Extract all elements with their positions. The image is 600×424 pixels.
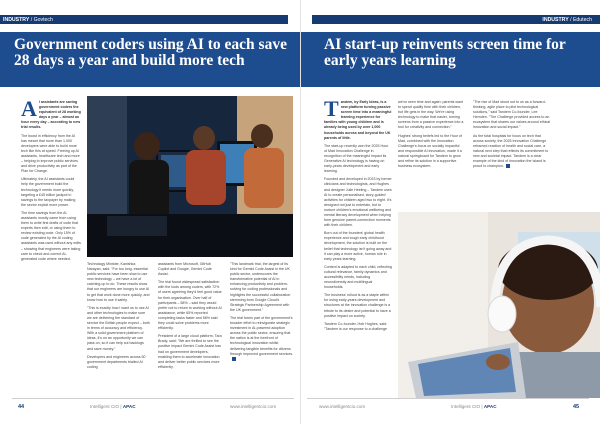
end-mark-icon <box>232 357 236 361</box>
footer-brand: Intelligent CIO | APAC <box>90 404 136 409</box>
end-mark-icon <box>506 164 510 168</box>
page-number: 44 <box>18 404 25 410</box>
section-tag: INDUSTRY / Govtech <box>0 15 288 24</box>
article-lede: I assistants are saving government coders the equivalent of 28 working days a year – almost an hour every day – according to new trial results. <box>21 100 81 130</box>
article-column-3: "The rise of Mad stood out to us as a forward-thinking, agile place to pilot technological solutions," said Tandem Co-founder, Lee Hernden. "The Challenge provided access to an ecosystem that shares our values around ethical innovation and social impact." As the total hospitals for focus on tech that across society, the 2025 Innovation Challenge reframed reaction of health and social care, a natural next step that reflects its commitment to new and societal impact. Tandem is a clear example of the kind of innovation the Island is proud to champion. <box>473 100 551 169</box>
article-column-3: assistants from Microsoft, GitHub Copilot and Google, Gemini Code Assist. The trial found widespread satisfaction with the tools among coders, with 72% of users agreeing they'd feel good value for their organisation. Over half of participants – 58% – said they would prefer not to return to working without AI assistance, while 65% reported completing tasks faster and 56% said they could solve problems more efficiently. President of a large cloud platform, Tara Brady, said: "We are thrilled to see the positive impact Gemini Code Assist has had on government developers, enabling them to accelerate innovation and deliver better public services more efficiently. <box>158 262 222 369</box>
right-page <box>300 0 600 424</box>
section-tag: INDUSTRY / Edutech <box>312 15 600 24</box>
footer-brand: Intelligent CIO | APAC <box>451 404 497 409</box>
drop-cap: T <box>324 96 339 121</box>
page-title: Government coders using AI to each save 28 days a year and build more tech <box>14 36 287 69</box>
article-lede: andem, by Early Ideas, is a new platform turning passive screen time into a meaningful learning experience for families with young children and is already being used by over 1,000 households across and beyond the UK parents of little. <box>324 100 392 140</box>
footer-rule <box>12 398 294 399</box>
page-number: 45 <box>573 404 580 410</box>
page-title: AI start-up reinvents screen time for early years learning <box>324 36 566 69</box>
footer-url: www.intelligentcio.com <box>230 404 277 409</box>
article-column-1: A I assistants are saving government coders the equivalent of 28 working days a year – almost an hour every day – according to new trial results. The boost in efficiency from the AI has meant that more than 1,000 developers were able to build more tech like this at speed. Freeing up AI assistants, healthcare tech and more – helping to improve public services and drive productivity as part of the Plan for Change. Ultimately, the AI assistants could help the government build the technology it needs more quickly, targeting a £45 billion jackpot in savings to the taxpayer by making the sector exploit more power. The time savings from the AI assistants mostly came from using them to write first drafts of code that experts then edit, or using them to review existing code. Only 15% of code generated by the AI coding assistants was used without any edits – showing that engineers were taking care to check and correct AI-generated code where needed. <box>21 96 81 261</box>
coders-photo <box>87 96 293 257</box>
child-with-headphones-photo <box>398 212 600 398</box>
article-column-4: "This landmark trial, the largest of its kind for Gemini Code Assist in the UK public sector, underscores the transformative potential of AI in enhancing productivity and problem-solving for coding professionals and highlights the successful collaboration stemming from Google Cloud's Strategic Partnership Agreement with the UK government." The trial forms part of the government's broader effort to reinvigorate strategic investment in AI-powered adoption across the public sector, ensuring that the nation is at the forefront of technological innovation whilst delivering tangible benefits for citizens through improved government services. <box>230 262 294 365</box>
article-column-1: Tandem, by Early Ideas, is a new platform turning passive screen time into a meaningful learning experience for families with young children and is already being used by over 1,000 households across and beyond the UK parents of little. The start-up recently won the 2025 Hour of Mad Innovation Challenge in recognition of the meaningful impact its Generative AI technology is having on early-years development and early learning. Founded and developed in 2023 by former clinicians and technologists, and Hughes and designer Julie Heeling – Tandem uses AI to create personalised, story-guided activities for children aged two to eight. It's designed not just to entertain, but to nurture children's emotional wellbeing and mental literacy development when helping form genuine parent-connection moments with their children. Born out of the founders' global health experience and tough early childhood development, the solution is built on the belief that technology isn't going away and it can play a more active, human role in early years learning. Content is adapted to each child, reflecting cultural relevance, family dynamics and accessibility needs, including neurodiversity and multilingual households. The business' rollout is as a staple within for using early-years development and structures at the innovation challenge is a tribute to its desire and potential to have a positive impact on society. Tandem Co-founder, Hob Hughes, said: "Tandem is our response to a challenge <box>324 96 392 331</box>
footer-url: www.intelligentcio.com <box>319 404 366 409</box>
footer-rule <box>307 398 589 399</box>
drop-cap: A <box>21 96 37 121</box>
article-column-2: Technology Minister, Kanishka Narayan, said: "For too long, essential public services have been slow to use new technology – we have a lot of catching up to do. These results show that our engineers are hungry to use AI to get that work done more quickly, and know how to use it safely. "This is exactly how I want us to use AI and other technologies to make sure we are delivering the standard of service the British people expect – both in terms of accuracy and efficiency. With a solid government platform of ideas, it's on an opportunity we can pass on, so it can help cut backlogs and save money." Developers and engineers across 50 government departments trialled AI coding <box>87 262 150 369</box>
article-column-2: we've seen time and again: parents want to spend quality time with their children, but life gets in the way. We're using technology to make that easier, turning screens from a passive experience into a tool for creativity and connection." Hughes' strong beliefs led to the Hour of Mad, combined with the Innovation Challenge's focus on socially impactful and responsible AI innovation, made it a natural springboard for Tandem to grow and refine its solution in a supportive business ecosystem. <box>398 100 464 169</box>
